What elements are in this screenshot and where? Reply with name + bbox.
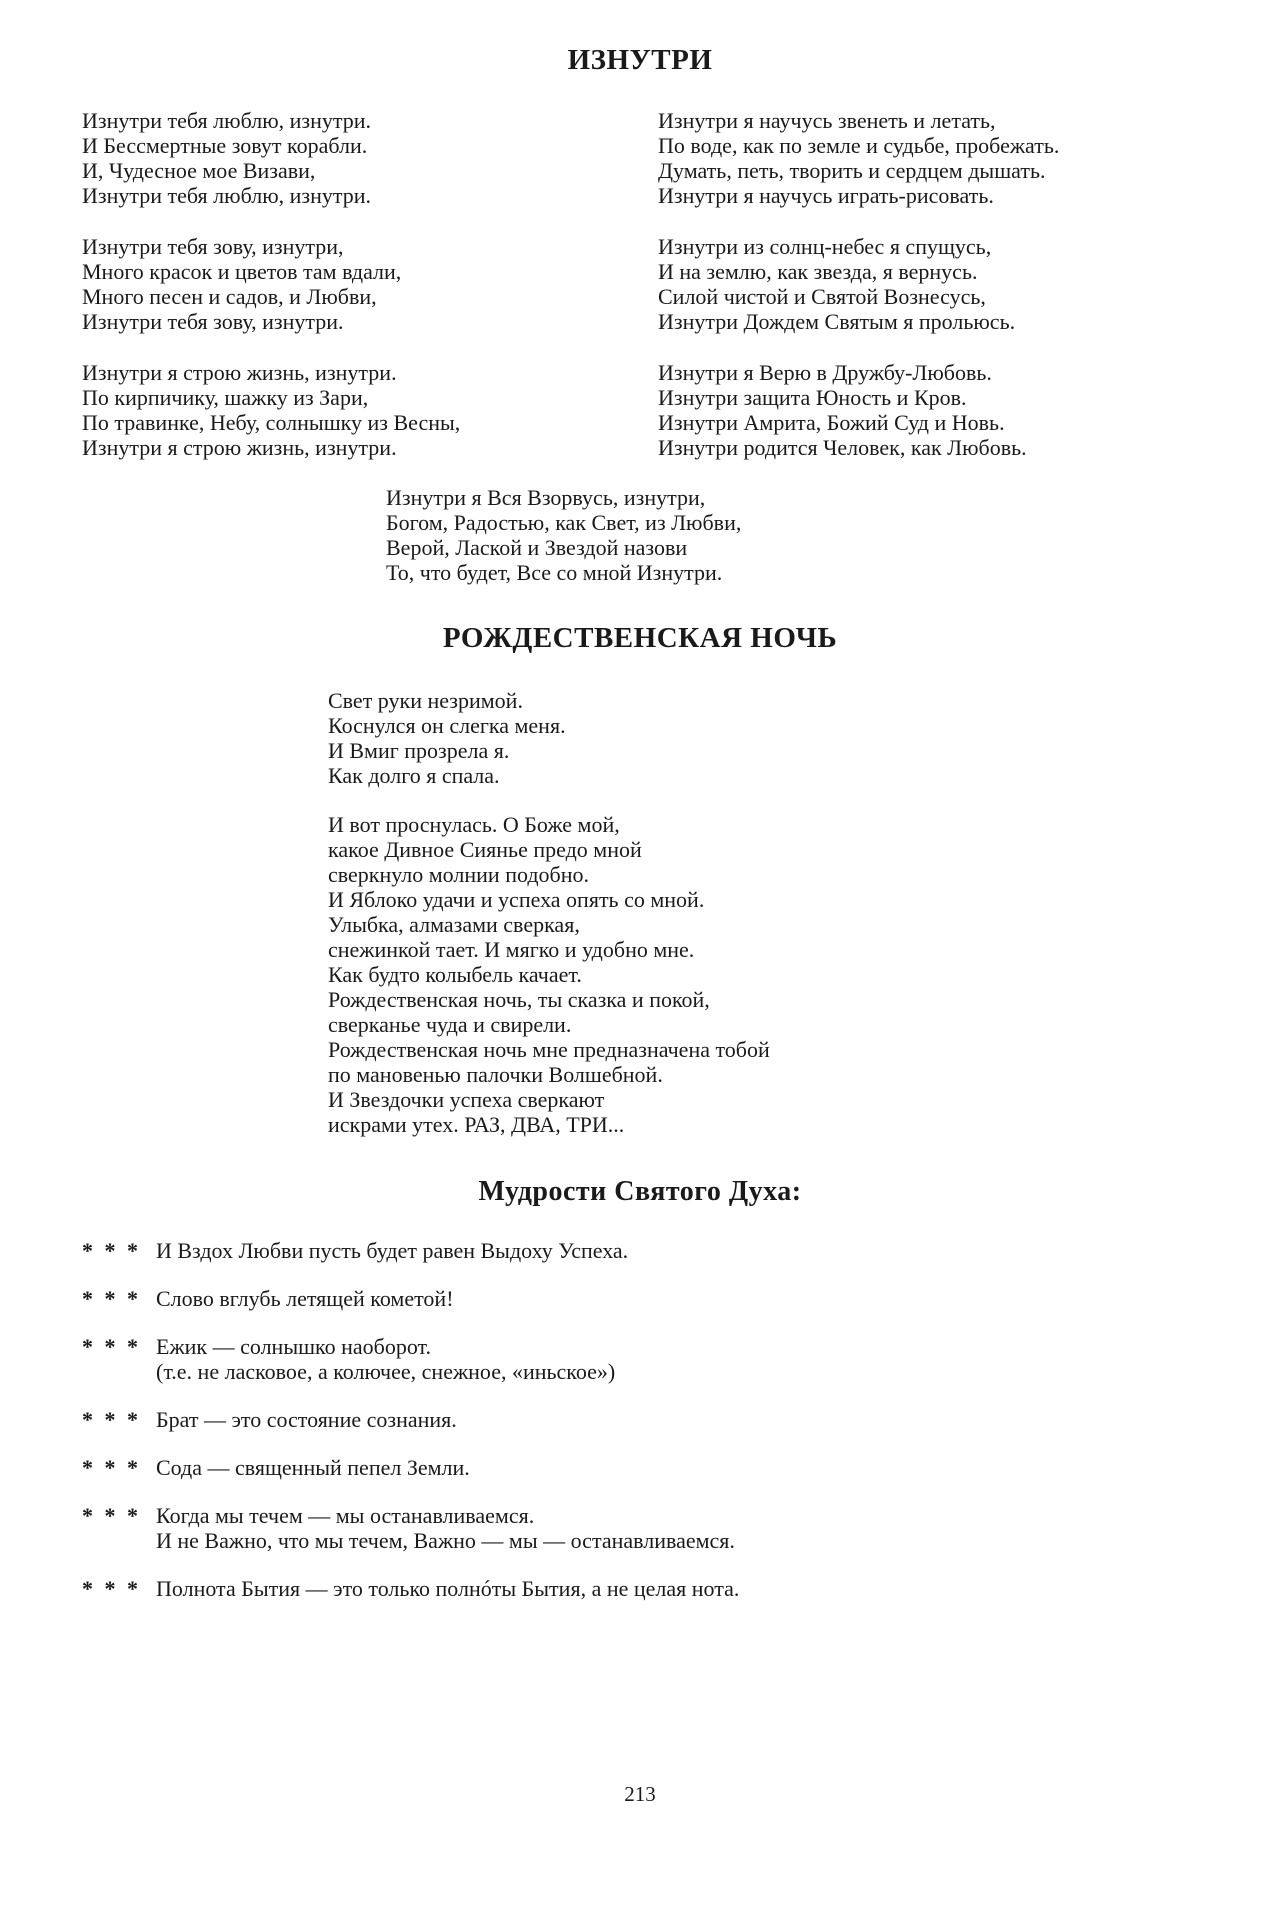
- wisdom-item: [82, 1238, 1182, 1263]
- verse-line: Изнутри тебя люблю, изнутри.: [82, 183, 372, 208]
- asterisk-marker: * * *: [82, 1503, 141, 1528]
- verse-line: Изнутри из солнц-небес я спущусь,: [658, 234, 992, 259]
- wisdom-item: [82, 1286, 1182, 1311]
- verse-line: Силой чистой и Святой Вознесусь,: [658, 284, 986, 309]
- stanza: [658, 360, 1258, 460]
- asterisk-marker: * * *: [82, 1334, 141, 1359]
- verse-line: Изнутри я научусь играть-рисовать.: [658, 183, 994, 208]
- verse-line: По воде, как по земле и судьбе, пробежать.: [658, 133, 1060, 158]
- wisdom-line: Полнота Бытия — это только полнóты Бытия, а не целая нота.: [156, 1576, 740, 1601]
- verse-line: Изнутри я строю жизнь, изнутри.: [82, 435, 397, 460]
- stanza: [328, 688, 1028, 788]
- wisdom-line: Когда мы течем — мы останавливаемся.: [156, 1503, 535, 1528]
- stanza: [328, 812, 1028, 1137]
- verse-line: сверкнуло молнии подобно.: [328, 862, 589, 887]
- verse-line: Изнутри тебя зову, изнутри.: [82, 309, 344, 334]
- verse-line: По травинке, Небу, солнышку из Весны,: [82, 410, 461, 435]
- verse-line: Рождественская ночь мне предназначена тобой: [328, 1037, 770, 1062]
- stanza: [82, 108, 642, 208]
- verse-line: То, что будет, Все со мной Изнутри.: [386, 560, 723, 585]
- verse-line: какое Дивное Сиянье предо мной: [328, 837, 642, 862]
- asterisk-marker: * * *: [82, 1238, 141, 1263]
- verse-line: По кирпичику, шажку из Зари,: [82, 385, 369, 410]
- page-number: 213: [624, 1782, 656, 1806]
- stanza: [82, 360, 642, 460]
- wisdom-item: [82, 1503, 1182, 1553]
- asterisk-marker: * * *: [82, 1576, 141, 1601]
- poem2-body: [328, 688, 1028, 1161]
- verse-line: Богом, Радостью, как Свет, из Любви,: [386, 510, 742, 535]
- verse-line: Изнутри Дождем Святым я прольюсь.: [658, 309, 1016, 334]
- stanza: [658, 108, 1258, 208]
- verse-line: Рождественская ночь, ты сказка и покой,: [328, 987, 710, 1012]
- verse-line: искрами утех. РАЗ, ДВА, ТРИ...: [328, 1112, 625, 1137]
- wisdom-line: И не Важно, что мы течем, Важно — мы — останавливаемся.: [156, 1528, 735, 1553]
- verse-line: снежинкой тает. И мягко и удобно мне.: [328, 937, 695, 962]
- poem2-title: РОЖДЕСТВЕНСКАЯ НОЧЬ: [442, 622, 838, 654]
- wisdom-item: [82, 1576, 1182, 1601]
- poem1-title: ИЗНУТРИ: [567, 44, 713, 76]
- verse-line: И Яблоко удачи и успеха опять со мной.: [328, 887, 705, 912]
- wisdom-line: Сода — священный пепел Земли.: [156, 1455, 470, 1480]
- wisdom-title: Мудрости Святого Духа:: [478, 1176, 802, 1207]
- verse-line: Изнутри тебя люблю, изнутри.: [82, 108, 372, 133]
- poem1-left-column: [82, 108, 642, 486]
- wisdom-item: [82, 1455, 1182, 1480]
- verse-line: Изнутри тебя зову, изнутри,: [82, 234, 344, 259]
- verse-line: Улыбка, алмазами сверкая,: [328, 912, 580, 937]
- asterisk-marker: * * *: [82, 1407, 141, 1432]
- verse-line: И Звездочки успеха сверкают: [328, 1087, 605, 1112]
- poem1-right-column: [658, 108, 1258, 486]
- verse-line: И Бессмертные зовут корабли.: [82, 133, 368, 158]
- wisdom-item: [82, 1407, 1182, 1432]
- verse-line: Изнутри я Вся Взорвусь, изнутри,: [386, 485, 706, 510]
- verse-line: Изнутри я Верю в Дружбу-Любовь.: [658, 360, 992, 385]
- verse-line: по мановенью палочки Волшебной.: [328, 1062, 663, 1087]
- stanza: [658, 234, 1258, 334]
- verse-line: Коснулся он слегка меня.: [328, 713, 566, 738]
- wisdom-line: Брат — это состояние сознания.: [156, 1407, 457, 1432]
- wisdom-line: (т.е. не ласковое, а колючее, снежное, «иньское»): [156, 1359, 616, 1384]
- verse-line: Изнутри родится Человек, как Любовь.: [658, 435, 1027, 460]
- stanza: [82, 234, 642, 334]
- wisdom-line: Слово вглубь летящей кометой!: [156, 1286, 454, 1311]
- verse-line: Свет руки незримой.: [328, 688, 523, 713]
- wisdom-item: [82, 1334, 1182, 1384]
- verse-line: И вот проснулась. О Боже мой,: [328, 812, 620, 837]
- verse-line: сверканье чуда и свирели.: [328, 1012, 572, 1037]
- verse-line: Много песен и садов, и Любви,: [82, 284, 377, 309]
- wisdom-line: Ежик — солнышко наоборот.: [156, 1334, 432, 1359]
- verse-line: Изнутри я научусь звенеть и летать,: [658, 108, 996, 133]
- verse-line: Изнутри Амрита, Божий Суд и Новь.: [658, 410, 1005, 435]
- asterisk-marker: * * *: [82, 1455, 141, 1480]
- verse-line: И Вмиг прозрела я.: [328, 738, 510, 763]
- verse-line: Изнутри я строю жизнь, изнутри.: [82, 360, 397, 385]
- wisdom-line: И Вздох Любви пусть будет равен Выдоху Успеха.: [156, 1238, 629, 1263]
- verse-line: Как будто колыбель качает.: [328, 962, 582, 987]
- asterisk-marker: * * *: [82, 1286, 141, 1311]
- verse-line: Думать, петь, творить и сердцем дышать.: [658, 158, 1046, 183]
- verse-line: Изнутри защита Юность и Кров.: [658, 385, 967, 410]
- verse-line: Много красок и цветов там вдали,: [82, 259, 402, 284]
- poem1-final-stanza: [386, 485, 986, 585]
- wisdom-list: [82, 1238, 1182, 1624]
- verse-line: И, Чудесное мое Визави,: [82, 158, 316, 183]
- verse-line: Верой, Лаской и Звездой назови: [386, 535, 688, 560]
- verse-line: И на землю, как звезда, я вернусь.: [658, 259, 978, 284]
- verse-line: Как долго я спала.: [328, 763, 500, 788]
